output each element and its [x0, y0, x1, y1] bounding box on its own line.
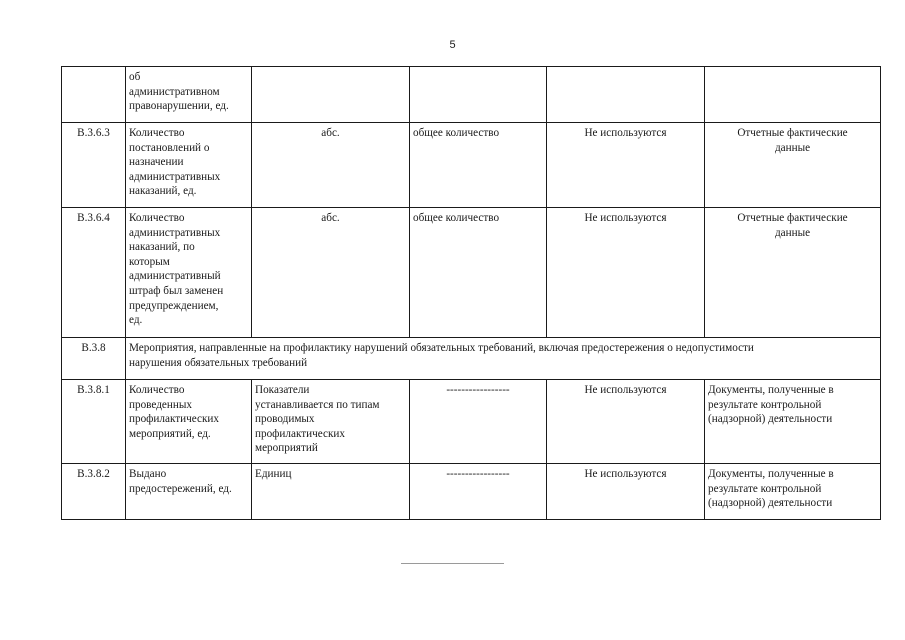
table-row [62, 380, 881, 464]
indicator-name-cell: Выдано предостережений, ед. [126, 464, 252, 520]
notation-cell: Не используются [547, 380, 705, 464]
indicator-code-cell: В.3.6.4 [62, 208, 126, 338]
source-cell [705, 67, 881, 123]
source-cell: Документы, полученные в результате контрольной (надзорной) деятельности [705, 380, 881, 464]
section-row [62, 338, 881, 380]
unit-cell: абс. [252, 208, 410, 338]
formula-cell [410, 67, 547, 123]
table-row [62, 67, 881, 123]
source-cell: Отчетные фактические данные [705, 123, 881, 208]
unit-cell: Единиц [252, 464, 410, 520]
notation-cell [547, 67, 705, 123]
section-title-cell: Мероприятия, направленные на профилактику нарушений обязательных требований, включая предостережения о недопустимости нарушения обязательных требований [126, 338, 881, 380]
indicator-code-cell: В.3.8.1 [62, 380, 126, 464]
indicator-code-cell [62, 67, 126, 123]
indicator-code-cell: В.3.8.2 [62, 464, 126, 520]
source-cell: Документы, полученные в результате контрольной (надзорной) деятельности [705, 464, 881, 520]
indicator-name-cell: Количество постановлений о назначении административных наказаний, ед. [126, 123, 252, 208]
indicators-table [61, 66, 881, 520]
indicator-name-cell: Количество административных наказаний, по которым административный штраф был заменен предупреждением, ед. [126, 208, 252, 338]
formula-cell: ----------------- [410, 464, 547, 520]
section-code-cell: В.3.8 [62, 338, 126, 380]
formula-cell: общее количество [410, 123, 547, 208]
notation-cell: Не используются [547, 464, 705, 520]
formula-cell: общее количество [410, 208, 547, 338]
footnote-divider [401, 563, 504, 564]
table-row [62, 123, 881, 208]
unit-cell [252, 67, 410, 123]
table-row [62, 464, 881, 520]
notation-cell: Не используются [547, 123, 705, 208]
indicator-name-cell: об административном правонарушении, ед. [126, 67, 252, 123]
unit-cell: абс. [252, 123, 410, 208]
formula-cell: ----------------- [410, 380, 547, 464]
indicator-name-cell: Количество проведенных профилактических мероприятий, ед. [126, 380, 252, 464]
indicator-code-cell: В.3.6.3 [62, 123, 126, 208]
notation-cell: Не используются [547, 208, 705, 338]
source-cell: Отчетные фактические данные [705, 208, 881, 338]
table-row [62, 208, 881, 338]
unit-cell: Показатели устанавливается по типам проводимых профилактических мероприятий [252, 380, 410, 464]
page-number: 5 [449, 39, 456, 51]
